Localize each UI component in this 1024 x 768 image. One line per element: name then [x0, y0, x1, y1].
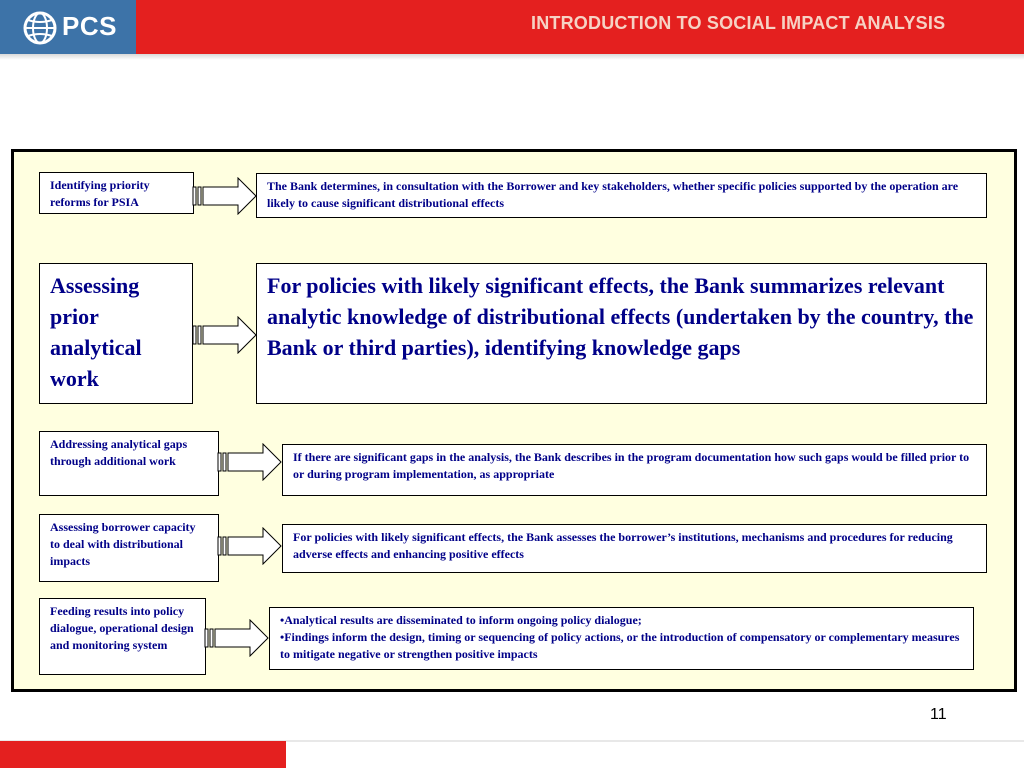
globe-logo-icon	[20, 8, 60, 48]
step-1-arrow-icon	[192, 177, 258, 215]
step-4-label: Assessing borrower capacity to deal with distributional impacts	[50, 520, 196, 568]
step-3-description: If there are significant gaps in the analysis, the Bank describes in the program documentation how such gaps would be filled prior to or during program implementation, as appropriate	[293, 450, 970, 481]
step-4-description: For policies with likely significant effects, the Bank assesses the borrower’s institutions, mechanisms and procedures for reducing adverse effects and enhancing positive effects	[293, 530, 953, 561]
step-3-label-box	[39, 431, 219, 496]
step-4-arrow-icon	[217, 527, 283, 565]
step-5-label-box	[39, 598, 206, 675]
footer-bar	[0, 741, 286, 768]
step-3-description-box	[282, 444, 987, 496]
step-5-label: Feeding results into policy dialogue, operational design and monitoring system	[50, 604, 194, 652]
step-4-label-box	[39, 514, 219, 582]
step-2-arrow-icon	[192, 316, 258, 354]
logo-text: PCS	[62, 11, 117, 41]
step-2-description: For policies with likely significant effects, the Bank summarizes relevant analytic knowledge of distributional effects (undertaken by the country, the Bank or third parties), identifying knowledge gaps	[267, 273, 974, 360]
step-2-description-box	[256, 263, 987, 404]
step-5-description-box	[269, 607, 974, 670]
step-5-bullet-1: •Analytical results are disseminated to inform ongoing policy dialogue;	[280, 613, 642, 627]
header-shadow	[0, 54, 1024, 60]
logo	[0, 0, 136, 54]
step-2-label-box	[39, 263, 193, 404]
step-4-description-box	[282, 524, 987, 573]
step-3-arrow-icon	[217, 443, 283, 481]
page-title: INTRODUCTION TO SOCIAL IMPACT ANALYSIS	[531, 13, 946, 33]
step-5-arrow-icon	[204, 619, 270, 657]
step-1-description: The Bank determines, in consultation with the Borrower and key stakeholders, whether specific policies supported by the operation are likely to cause significant distributional effects	[267, 179, 959, 210]
step-3-label: Addressing analytical gaps through additional work	[50, 437, 188, 468]
step-5-bullet-2: •Findings inform the design, timing or sequencing of policy actions, or the introduction of compensatory or complementary measures to mitigate negative or strengthen positive impacts	[280, 630, 960, 661]
step-2-label: Assessing prior analytical work	[50, 273, 142, 391]
step-1-label: Identifying priority reforms for PSIA	[50, 178, 150, 209]
step-1-label-box	[39, 172, 194, 214]
page-number: 11	[930, 706, 947, 723]
step-1-description-box	[256, 173, 987, 218]
